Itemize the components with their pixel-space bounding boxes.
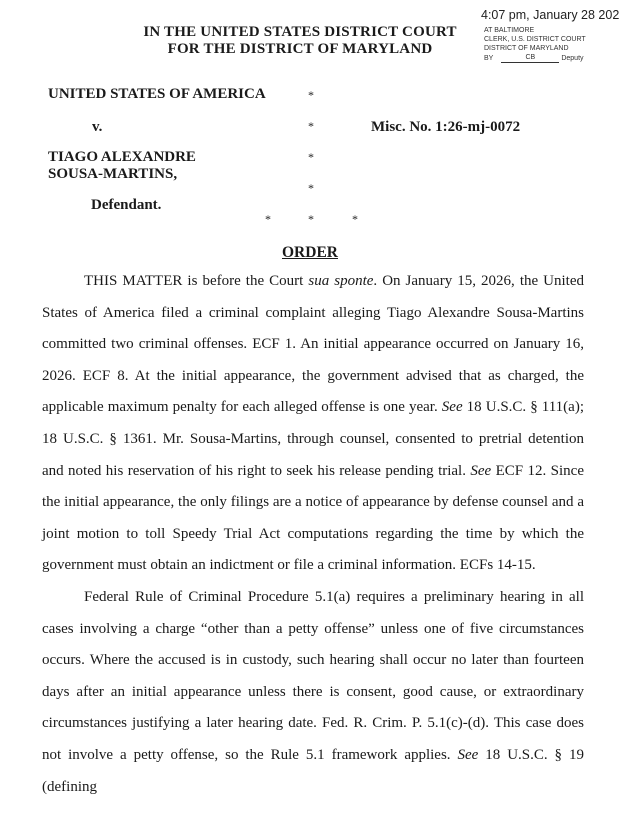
caption-versus: v. <box>92 119 103 135</box>
clerk-stamp <box>484 26 586 63</box>
order-title: ORDER <box>282 244 338 261</box>
stamp-deputy-label: Deputy <box>561 55 584 62</box>
caption-star: * <box>308 150 314 164</box>
caption-star: * <box>308 119 314 133</box>
stamp-district: DISTRICT OF MARYLAND <box>484 45 569 52</box>
stamp-initials: CB <box>501 53 559 63</box>
filing-timestamp: 4:07 pm, January 28 202 <box>481 8 620 22</box>
caption-star: * <box>265 212 271 226</box>
stamp-clerk: CLERK, U.S. DISTRICT COURT <box>484 36 586 43</box>
caption-star: * <box>308 181 314 195</box>
caption-defendant-name-line2: SOUSA-MARTINS, <box>48 166 178 182</box>
case-number: Misc. No. 1:26-mj-0072 <box>371 119 521 135</box>
citation-signal: See <box>470 462 492 479</box>
caption-defendant-label: Defendant. <box>91 197 162 213</box>
citation-signal: See <box>441 399 463 416</box>
stamp-location: AT BALTIMORE <box>484 27 535 34</box>
court-name-line1: IN THE UNITED STATES DISTRICT COURT <box>143 24 457 40</box>
caption-defendant-name-line1: TIAGO ALEXANDRE <box>48 149 196 165</box>
stamp-by-label: BY <box>484 55 494 62</box>
caption-star: * <box>352 212 358 226</box>
caption-star: * <box>308 212 314 226</box>
citation-signal: See <box>457 746 479 763</box>
court-name-line2: FOR THE DISTRICT OF MARYLAND <box>167 41 433 57</box>
caption-star: * <box>308 88 314 102</box>
order-paragraph-1: THIS MATTER is before the Court sua sponte. On January 15, 2026, the United States of America filed a criminal complaint alleging Tiago Alexandre Sousa-Martins committed two criminal offenses. ECF 1. An initial appearance occurred on January 16, 2026. ECF 8. At the initial appearance, the government advised that as charged, the applicable maximum penalty for each alleged offense is one year. See 18 U.S.C. § 111(a); 18 U.S.C. § 1361. Mr. Sousa-Martins, through counsel, consented to pretrial detention and noted his reservation of his right to seek his release pending trial. See ECF 12. Since the initial appearance, the only filings are a notice of appearance by defense counsel and a joint motion to toll Speedy Trial Act computations regarding the time by which the government must obtain an indictment or file a criminal information. ECFs 14-15. <box>42 273 585 574</box>
latin-term: sua sponte <box>308 273 374 289</box>
court-header <box>120 24 480 58</box>
caption-plaintiff: UNITED STATES OF AMERICA <box>48 86 266 102</box>
order-paragraph-2: Federal Rule of Criminal Procedure 5.1(a) requires a preliminary hearing in all cases involving a charge “other than a petty offense” unless one of five circumstances occurs. Where the accused is in custody, such hearing shall occur no later than fourteen days after an initial appearance unless there is consent, good cause, or extraordinary circumstances justifying a later hearing date. Fed. R. Crim. P. 5.1(c)-(d). This case does not involve a petty offense, so the Rule 5.1 framework applies. See 18 U.S.C. § 19 (defining <box>42 589 584 795</box>
stamp-by-line <box>484 53 586 63</box>
